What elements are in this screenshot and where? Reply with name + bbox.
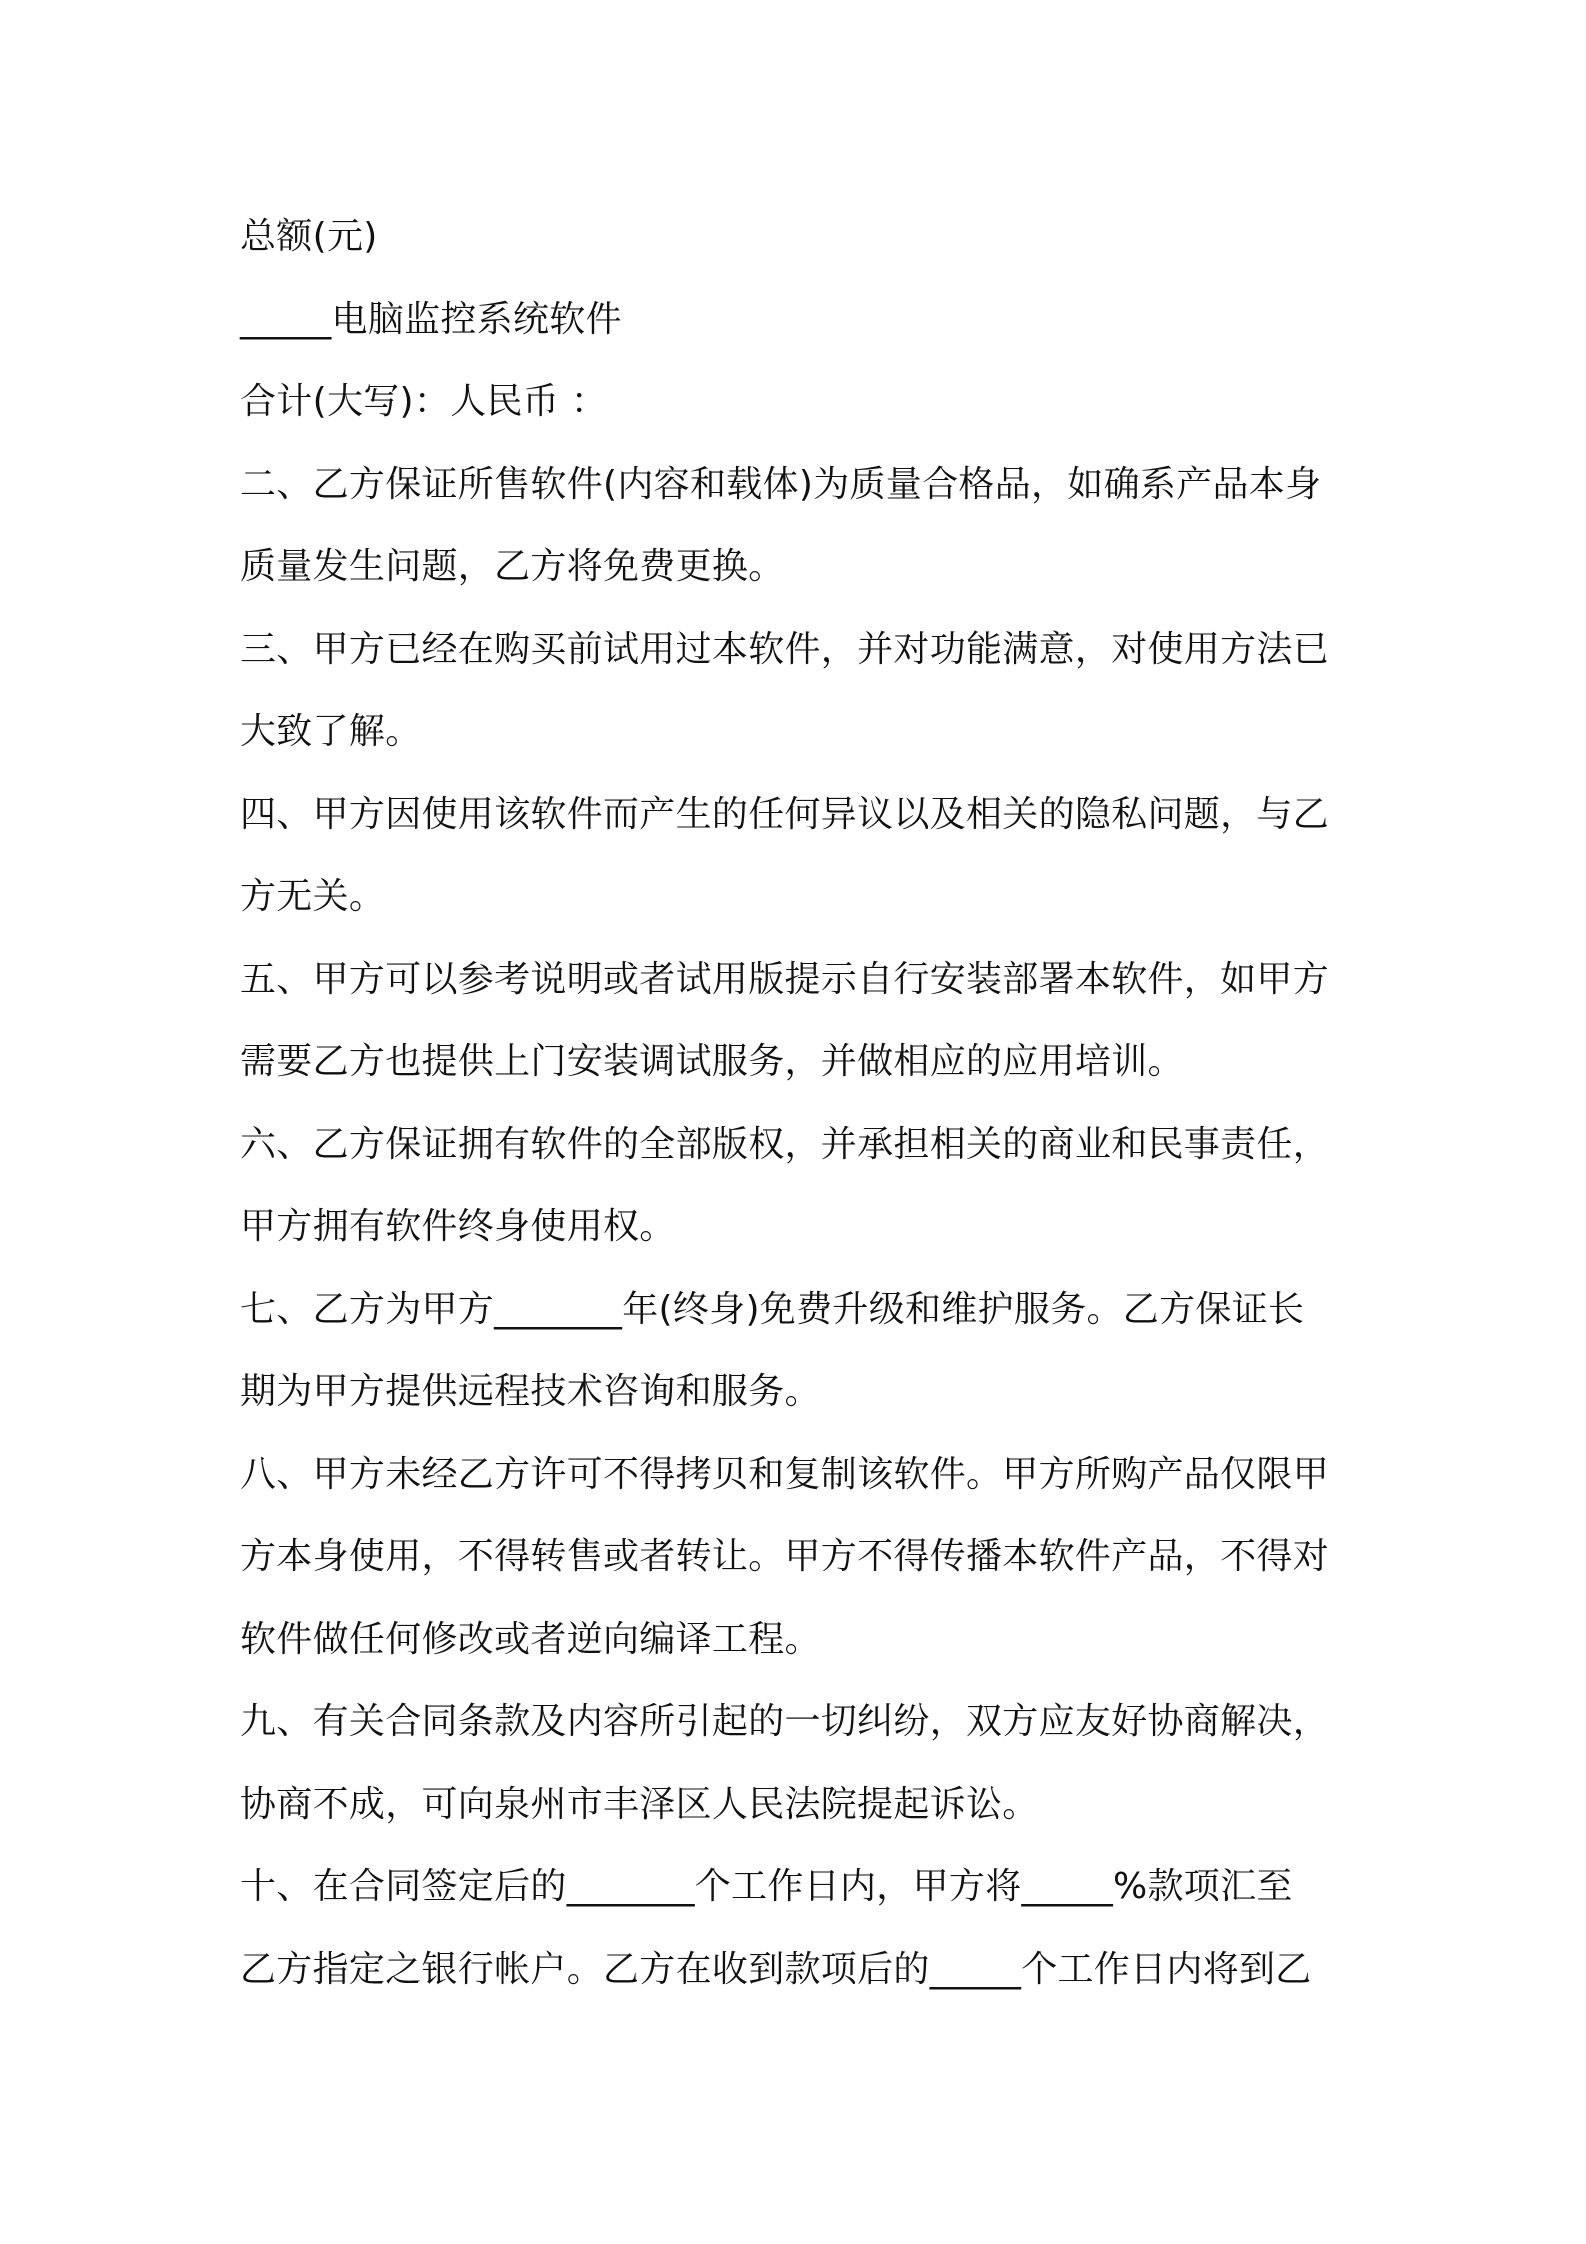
clause-2-line-2: 质量发生问题，乙方将免费更换。 <box>240 546 785 587</box>
clause-9-line-2: 协商不成，可向泉州市丰泽区人民法院提起诉讼。 <box>240 1783 1039 1825</box>
clause-10-line-2: 乙方指定之银行帐户。乙方在收到款项后的_____个工作日内将到乙 <box>240 1948 1312 1990</box>
clause-7-line-1: 七、乙方为甲方_______年(终身)免费升级和维护服务。乙方保证长 <box>240 1288 1305 1330</box>
clause-8-line-2: 方本身使用，不得转售或者转让。甲方不得传播本软件产品，不得对 <box>240 1536 1330 1577</box>
clause-6-line-2: 甲方拥有软件终身使用权。 <box>240 1206 676 1247</box>
clause-6-line-1: 六、乙方保证拥有软件的全部版权，并承担相关的商业和民事责任， <box>240 1123 1330 1165</box>
clause-5-line-1: 五、甲方可以参考说明或者试用版提示自行安装部署本软件，如甲方 <box>240 958 1330 1000</box>
clause-9-line-1: 九、有关合同条款及内容所引起的一切纠纷，双方应友好协商解决， <box>240 1701 1330 1742</box>
clause-8-line-1: 八、甲方未经乙方许可不得拷贝和复制该软件。甲方所购产品仅限甲 <box>240 1453 1330 1495</box>
clause-4-line-1: 四、甲方因使用该软件而产生的任何异议以及相关的隐私问题，与乙 <box>240 793 1330 835</box>
clause-5-line-2: 需要乙方也提供上门安装调试服务，并做相应的应用培训。 <box>240 1041 1184 1082</box>
clause-3-line-2: 大致了解。 <box>240 711 422 752</box>
text-line-total-amount: 总额(元) <box>240 216 378 257</box>
clause-7-line-2: 期为甲方提供远程技术咨询和服务。 <box>240 1371 821 1412</box>
clause-2-line-1: 二、乙方保证所售软件(内容和载体)为质量合格品，如确系产品本身 <box>240 463 1322 505</box>
clause-3-line-1: 三、甲方已经在购买前试用过本软件，并对功能满意，对使用方法已 <box>240 628 1330 670</box>
text-line-total-capital: 合计(大写)：人民币 ： <box>240 381 608 422</box>
clause-4-line-2: 方无关。 <box>240 876 386 917</box>
document-body <box>240 196 1370 2011</box>
text-line-software-name: _____电脑监控系统软件 <box>240 298 622 340</box>
clause-8-line-3: 软件做任何修改或者逆向编译工程。 <box>240 1618 821 1660</box>
clause-10-line-1: 十、在合同签定后的_______个工作日内，甲方将_____%款项汇至 <box>240 1866 1293 1907</box>
